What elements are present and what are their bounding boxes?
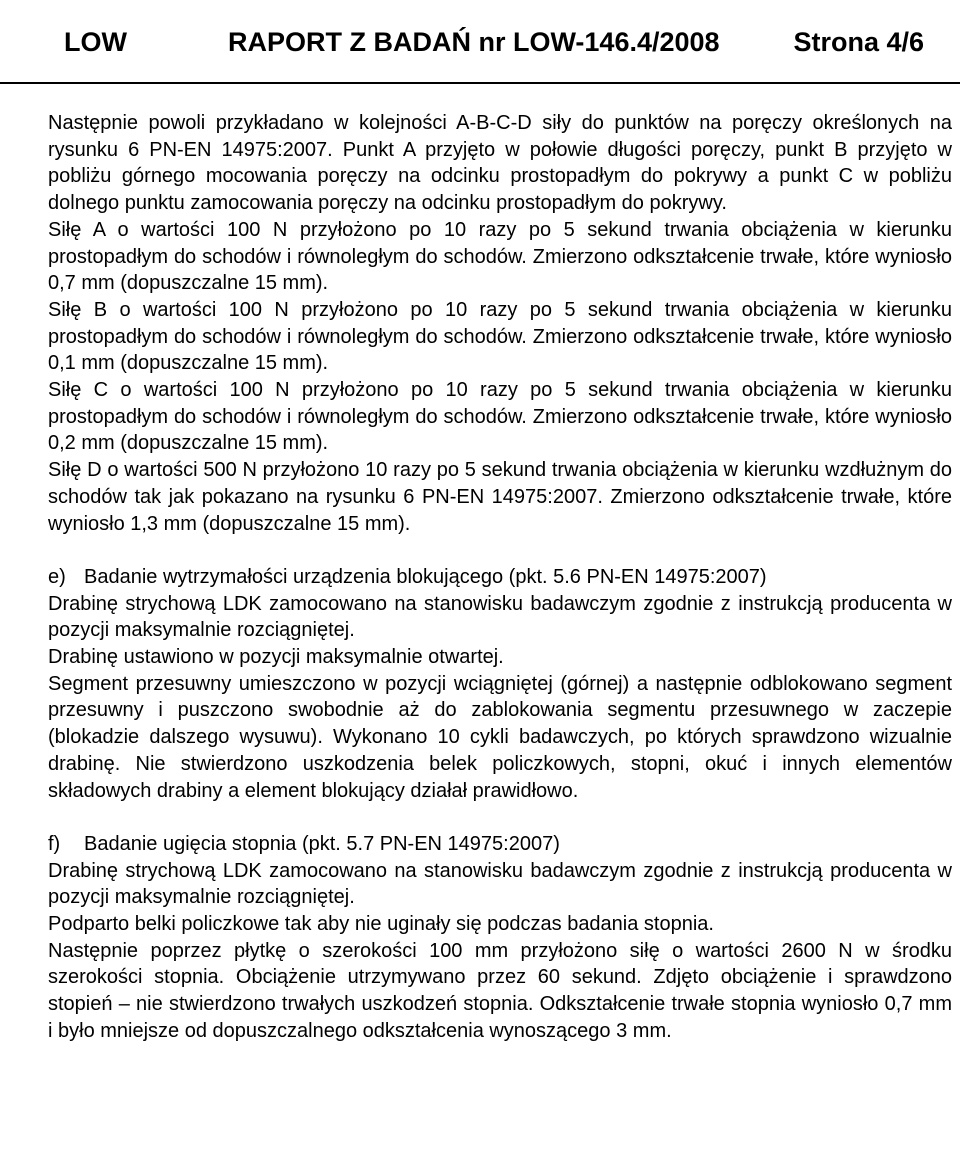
section-e-paragraph: Drabinę ustawiono w pozycji maksymalnie otwartej.: [48, 646, 504, 669]
section-e-title: Badanie wytrzymałości urządzenia blokującego (pkt. 5.6 PN-EN 14975:2007): [84, 565, 767, 588]
header-report-title: RAPORT Z BADAŃ nr LOW-146.4/2008: [228, 27, 720, 57]
section-f-paragraph: Podparto belki policzkowe tak aby nie uginały się podczas badania stopnia.: [48, 913, 714, 936]
paragraph-force-a: Siłę A o wartości 100 N przyłożono po 10 razy po 5 sekund trwania obciążenia w kierunku prostopadłym do schodów i równoległym do schodów. Zmierzono odkształcenie trwałe, które wyniosło 0,7 mm (dopuszczalne 15 mm).: [48, 218, 952, 295]
paragraph-force-d: Siłę D o wartości 500 N przyłożono 10 razy po 5 sekund trwania obciążenia w kierunku wzdłużnym do schodów tak jak pokazano na rysunku 6 PN-EN 14975:2007. Zmierzono odkształcenie trwałe, które wyniosło 1,3 mm (dopuszczalne 15 mm).: [48, 459, 952, 535]
report-body: [48, 110, 952, 1045]
paragraph-load-points: Następnie powoli przykładano w kolejności A-B-C-D siły do punktów na poręczy określonych na rysunku 6 PN-EN 14975:2007. Punkt A przyjęto w połowie długości poręczy, punkt B przyjęto w pobliżu górnego mocowania poręczy na odcinku prostopadłym do pokrywy a punkt C w pobliżu dolnego punktu zamocowania poręczy na odcinku prostopadłym do pokrywy.: [48, 112, 952, 215]
header-lab-code: LOW: [64, 27, 127, 57]
section-e-heading: [48, 564, 952, 591]
section-f-heading: [48, 831, 952, 858]
section-e-letter: e): [48, 565, 66, 588]
page-header: [0, 0, 960, 84]
header-divider: [0, 82, 960, 84]
header-page-number: Strona 4/6: [793, 27, 924, 57]
spacer: [48, 537, 952, 564]
paragraph-force-c: Siłę C o wartości 100 N przyłożono po 10 razy po 5 sekund trwania obciążenia w kierunku prostopadłym do schodów i równoległym do schodów. Zmierzono odkształcenie trwałe, które wyniosło 0,2 mm (dopuszczalne 15 mm).: [48, 379, 952, 455]
section-f-paragraph: Drabinę strychową LDK zamocowano na stanowisku badawczym zgodnie z instrukcją producenta w pozycji maksymalnie rozciągniętej.: [48, 859, 952, 909]
section-f-title: Badanie ugięcia stopnia (pkt. 5.7 PN-EN 14975:2007): [84, 832, 560, 855]
section-e-paragraph: Drabinę strychową LDK zamocowano na stanowisku badawczym zgodnie z instrukcją producenta w pozycji maksymalnie rozciągniętej.: [48, 592, 952, 642]
paragraph-force-b: Siłę B o wartości 100 N przyłożono po 10 razy po 5 sekund trwania obciążenia w kierunku prostopadłym do schodów i równoległym do schodów. Zmierzono odkształcenie trwałe, które wyniosło 0,1 mm (dopuszczalne 15 mm).: [48, 298, 952, 375]
section-e-paragraph: Segment przesuwny umieszczono w pozycji wciągniętej (górnej) a następnie odblokowano segment przesuwny i puszczono swobodnie aż do zablokowania segmentu przesuwnego w zaczepie (blokadzie dalszego wysuwu). Wykonano 10 cykli badawczych, po których sprawdzono wizualnie drabinę. Nie stwierdzono uszkodzenia belek policzkowych, stopni, okuć i innych elementów składowych drabiny a element blokujący działał prawidłowo.: [48, 672, 952, 802]
section-f-letter: f): [48, 832, 61, 855]
section-f-paragraph: Następnie poprzez płytkę o szerokości 100 mm przyłożono siłę o wartości 2600 N w środku szerokości stopnia. Obciążenie utrzymywano przez 60 sekund. Zdjęto obciążenie i sprawdzono stopień – nie stwierdzono trwałych uszkodzeń stopnia. Odkształcenie trwałe stopnia wyniosło 0,7 mm i było mniejsze od dopuszczalnego odkształcenia wynoszącego 3 mm.: [48, 939, 952, 1042]
spacer: [48, 804, 952, 831]
